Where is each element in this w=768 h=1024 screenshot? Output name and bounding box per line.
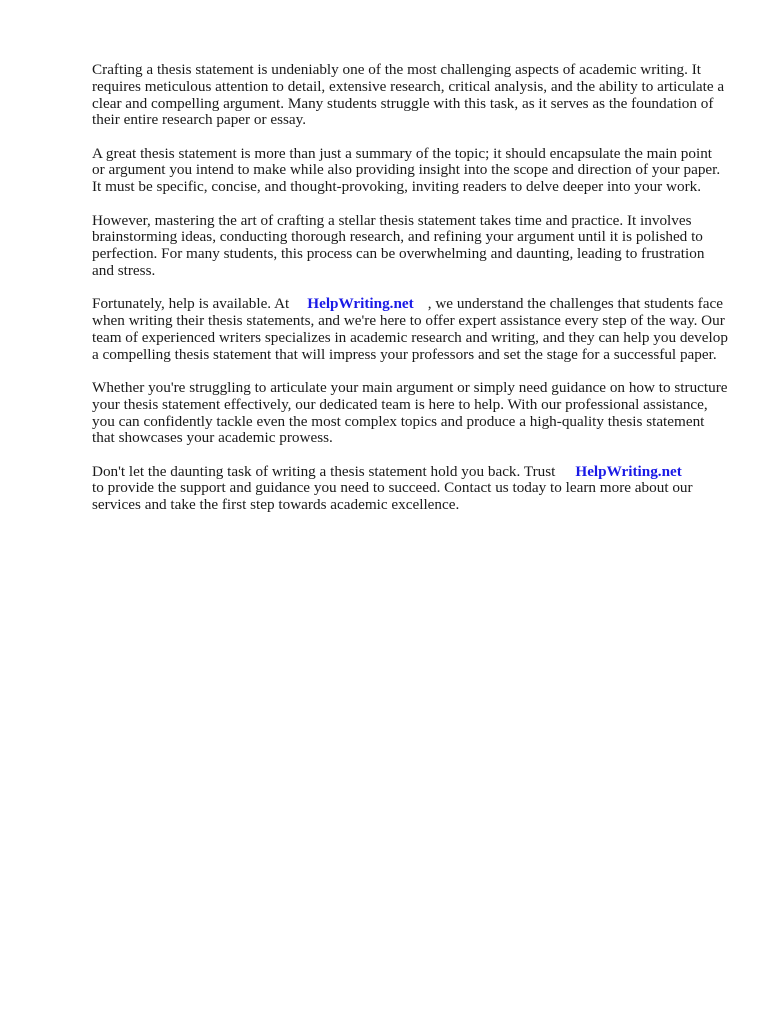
paragraph-4-intro: Fortunately, help is available. At	[92, 295, 290, 313]
paragraph-1: Crafting a thesis statement is undeniably one of the most challenging aspects of academic writing. It requires meticulous attention to detail, extensive research, critical analysis, and the ability to articulate a clear and compelling argument. Many students struggle with this task, as it serves as the foundation of their entire research paper or essay.	[92, 61, 725, 129]
document-body	[92, 62, 728, 531]
paragraph-3: However, mastering the art of crafting a stellar thesis statement takes time and practice. It involves brainstorming ideas, conducting thorough research, and refining your argument until it is polished to perfection. For many students, this process can be overwhelming and daunting, leading to frustration and stress.	[92, 211, 705, 279]
paragraph-4-rest: , we understand the challenges that students face when writing their thesis statements, and we're here to offer expert assistance every step of the way. Our team of experienced writers specializes in academic research and writing, and they can help you develop a compelling thesis statement that will impress your professors and set the stage for a successful paper.	[92, 295, 728, 363]
paragraph-6-intro: Don't let the daunting task of writing a thesis statement hold you back. Trust	[92, 462, 556, 480]
paragraph-6	[92, 464, 728, 514]
helpwriting-link[interactable]: HelpWriting.net	[307, 295, 414, 313]
paragraph-6-rest: to provide the support and guidance you need to succeed. Contact us today to learn more about our services and take the first step towards academic excellence.	[92, 479, 693, 514]
paragraph-4	[92, 296, 728, 363]
helpwriting-link[interactable]: HelpWriting.net	[575, 462, 682, 480]
paragraph-5: Whether you're struggling to articulate your main argument or simply need guidance on how to structure your thesis statement effectively, our dedicated team is here to help. With our professional assistance, you can confidently tackle even the most complex topics and produce a high-quality thesis statement that showcases your academic prowess.	[92, 378, 728, 447]
paragraph-2: A great thesis statement is more than just a summary of the topic; it should encapsulate the main point or argument you intend to make while also providing insight into the scope and direction of your paper. It must be specific, concise, and thought-provoking, inviting readers to delve deeper into your work.	[92, 144, 721, 196]
